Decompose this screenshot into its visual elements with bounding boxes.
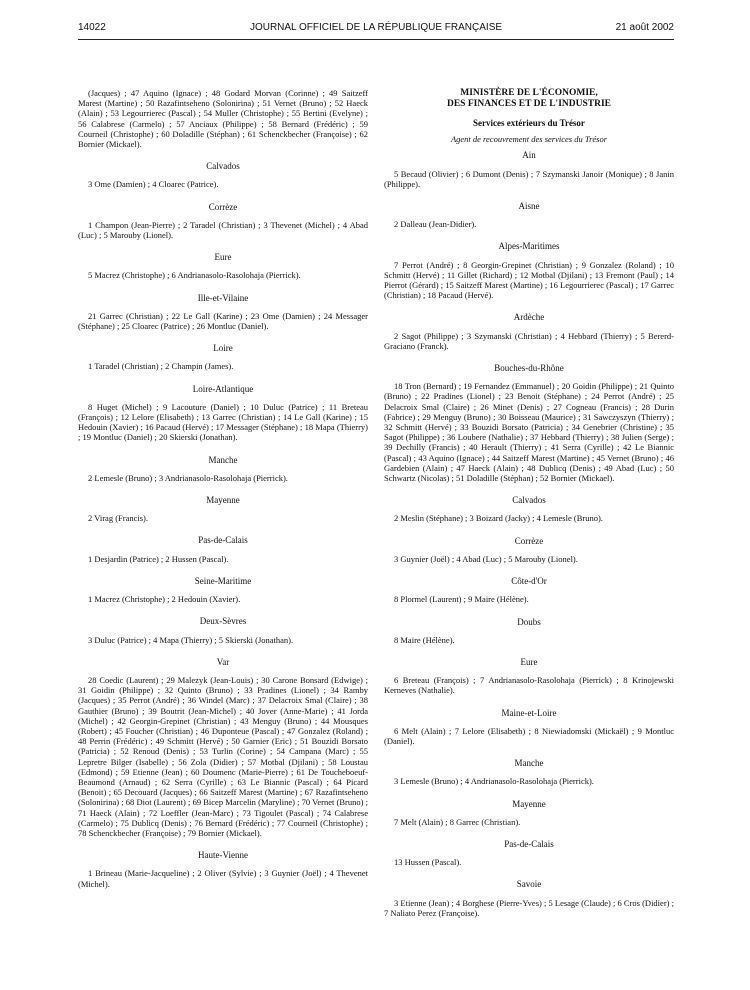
publication-date: 21 août 2002 [615, 22, 674, 33]
section-heading: Ille-et-Vilaine [197, 292, 249, 303]
section-text: 1 Taradel (Christian) ; 2 Champin (James). [88, 361, 234, 372]
section-text: 8 Plormel (Laurent) ; 9 Maire (Hélène). [394, 594, 529, 605]
section-heading: Manche [208, 454, 238, 465]
header-divider [78, 39, 674, 40]
section-heading: Côte-d'Or [511, 576, 547, 587]
section-text: 2 Lemesle (Bruno) ; 3 Andrianasolo-Rasolohaja (Pierrick). [88, 472, 288, 483]
section-heading: Var [216, 656, 230, 667]
section-text: 3 Etienne (Jean) ; 4 Borghese (Pierre-Yves) ; 5 Lesage (Claude) ; 6 Cros (Didier) ; 7 Naliato Perez (Françoise). [384, 897, 674, 918]
section-heading: Alpes-Maritimes [498, 241, 560, 252]
agent-title: Agent de recouvrement des services du Trésor [450, 134, 608, 145]
section-heading: Pas-de-Calais [198, 535, 248, 546]
section-heading: Ardèche [513, 312, 545, 323]
section-heading: Bouches-du-Rhône [494, 363, 564, 374]
section-text: 13 Hussen (Pascal). [394, 857, 462, 868]
section-heading: Deux-Sèvres [199, 616, 247, 627]
section-text: 6 Breteau (François) ; 7 Andrianasolo-Rasolohaja (Pierrick) ; 8 Krinojewski Kerneves (Nathalie). [384, 675, 674, 696]
section-heading: Maine-et-Loire [501, 707, 557, 718]
section-text: 8 Huget (Michel) ; 9 Lacouture (Daniel) ; 10 Duluc (Patrice) ; 11 Breteau (François) ; 12 Lelore (Elisabeth) ; 13 Garrec (Christian) ; 14 Le Gall (Karine) ; 15 Hedouin (Xavier) ; 16 Pacaud (Hervé) ; 17 Messager (Stéphane) ; 18 Mapa (Thierry) ; 19 Montluc (Daniel) ; 20 Skierski (Jonathan). [78, 401, 368, 443]
section-text: 18 Tron (Bernard) ; 19 Fernandez (Emmanuel) ; 20 Goidin (Philippe) ; 21 Quinto (Bruno) ; 22 Pradines (Lionel) ; 23 Benoit (Stéphane) ; 24 Perrot (André) ; 25 Delacroix Smal (Claire) ; 26 Minet (Denis) ; 27 Cogneau (Francis) ; 28 Durin (Fabrice) ; 29 Menguy (Bruno) ; 30 Boisseau (Maurice) ; 31 Sawczyszyn (Thierry) ; 32 Schmitt (Hervé) ; 33 Bouzidi Borsato (Patricia) ; 34 Genebrier (Christine) ; 35 Sagot (Philippe) ; 36 Loubere (Nathalie) ; 37 Hebbard (Thierry) ; 38 Julien (Serge) ; 39 Dechilly (Francis) ; 40 Herault (Thierry) ; 41 Serra (Cyrille) ; 42 Le Biannic (Pascal) ; 43 Aquino (Ignace) ; 44 Saitzeff Marest (Martine) ; 45 Vernet (Bruno) ; 46 Gardebien (Alain) ; 47 Haeck (Alain) ; 48 Dublicq (Denis) ; 49 Abad (Luc) ; 50 Schwartz (Nicolas) ; 51 Doladille (Stéphan) ; 52 Bornier (Mickael). [384, 381, 674, 484]
section-text: 2 Dalleau (Jean-Didier). [394, 219, 477, 230]
section-heading: Pas-de-Calais [504, 838, 554, 849]
section-text: 3 Guynier (Joël) ; 4 Abad (Luc) ; 5 Marouby (Lionel). [394, 553, 578, 564]
section-heading: Loire-Atlantique [192, 383, 254, 394]
section-heading: Eure [520, 656, 538, 667]
section-heading: Doubs [517, 616, 541, 627]
section-heading: Aisne [518, 201, 540, 212]
left-column [78, 88, 368, 889]
section-heading: Mayenne [206, 495, 240, 506]
section-heading: Calvados [512, 495, 546, 506]
section-heading: Haute-Vienne [198, 850, 248, 861]
section-heading: Corrèze [514, 535, 544, 546]
section-heading: Ain [522, 150, 536, 161]
journal-title: JOURNAL OFFICIEL DE LA RÉPUBLIQUE FRANÇAISE [249, 22, 503, 33]
ministry-line-1: MINISTÈRE DE L'ÉCONOMIE, [460, 88, 598, 98]
ministry-line-2: DES FINANCES ET DE L'INDUSTRIE [446, 99, 611, 109]
section-text: 5 Macrez (Christophe) ; 6 Andrianasolo-Rasolohaja (Pierrick). [88, 270, 301, 281]
section-heading: Mayenne [512, 798, 546, 809]
section-heading: Calvados [206, 161, 240, 172]
section-text: (Jacques) ; 47 Aquino (Ignace) ; 48 Godard Morvan (Corinne) ; 49 Saitzeff Marest (Martine) ; 50 Razafintseheno (Solonirina) ; 51 Vernet (Bruno) ; 52 Haeck (Alain) ; 53 Legourrierec (Pascal) ; 54 Muller (Christophe) ; 55 Bertini (Evelyne) ; 56 Calabrese (Carmelo) ; 57 Anciaux (Philippe) ; 58 Bernard (Frédéric) ; 59 Courneil (Christophe) ; 60 Doladille (Stéphan) ; 61 Schenckbecher (Françoise) ; 62 Bornier (Mickael). [78, 88, 368, 150]
services-title: Services extérieurs du Trésor [473, 118, 585, 128]
section-heading: Loire [213, 343, 233, 354]
section-text: 3 Duluc (Patrice) ; 4 Mapa (Thierry) ; 5 Skierski (Jonathan). [88, 634, 294, 645]
section-text: 7 Perrot (André) ; 8 Georgin-Grepinet (Christian) ; 9 Gonzalez (Roland) ; 10 Schmitt (Hervé) ; 11 Gillet (Richard) ; 12 Motbal (Djilani) ; 13 Fremont (Paul) ; 14 Pierrot (Gérard) ; 15 Saitzeff Marest (Martine) ; 16 Legourrierec (Pascal) ; 17 Garrec (Christian) ; 18 Pacaud (Hervé). [384, 259, 674, 301]
section-heading: Corrèze [208, 201, 238, 212]
page-header [78, 22, 674, 36]
section-heading: Savoie [516, 879, 542, 890]
section-text: 2 Virag (Francis). [88, 513, 148, 524]
section-text: 21 Garrec (Christian) ; 22 Le Gall (Karine) ; 23 Ome (Damien) ; 24 Messager (Stéphane) ; 25 Cloarec (Patrice) ; 26 Montluc (Daniel). [78, 310, 368, 332]
section-text: 6 Melt (Alain) ; 7 Lelore (Elisabeth) ; 8 Niewiadomski (Mickaël) ; 9 Montluc (Daniel). [384, 725, 674, 746]
page-number: 14022 [78, 22, 106, 33]
right-column [384, 88, 674, 918]
section-text: 2 Meslin (Stéphane) ; 3 Boizard (Jacky) ; 4 Lemesle (Bruno). [394, 513, 603, 524]
section-text: 1 Champon (Jean-Pierre) ; 2 Taradel (Christian) ; 3 Thevenet (Michel) ; 4 Abad (Luc) ; 5 Marouby (Lionel). [78, 219, 368, 241]
section-heading: Manche [514, 758, 544, 769]
section-text: 1 Macrez (Christophe) ; 2 Hedouin (Xavier). [88, 594, 241, 605]
ministry-title [384, 88, 674, 110]
section-text: 1 Desjardin (Patrice) ; 2 Hussen (Pascal). [88, 553, 229, 564]
section-text: 3 Lemesle (Bruno) ; 4 Andrianasolo-Rasolohaja (Pierrick). [394, 776, 594, 787]
section-text: 7 Melt (Alain) ; 8 Garrec (Christian). [394, 816, 521, 827]
section-text: 3 Ome (Damien) ; 4 Cloarec (Patrice). [88, 179, 219, 190]
section-text: 8 Maire (Hélène). [394, 634, 455, 645]
section-text: 1 Brineau (Marie-Jacqueline) ; 2 Oliver (Sylvie) ; 3 Guynier (Joël) ; 4 Thevenet (Michel). [78, 868, 368, 889]
section-heading: Seine-Maritime [194, 575, 252, 586]
section-text: 5 Becaud (Olivier) ; 6 Dumont (Denis) ; 7 Szymanski Janoir (Monique) ; 8 Janin (Philippe). [384, 168, 674, 189]
section-text: 2 Sagot (Philippe) ; 3 Szymanski (Christian) ; 4 Hebbard (Thierry) ; 5 Bererd-Graciano (Franck). [384, 330, 674, 351]
section-text: 28 Coedic (Laurent) ; 29 Malezyk (Jean-Louis) ; 30 Carone Bonsard (Edwige) ; 31 Goidin (Philippe) ; 32 Quinto (Bruno) ; 33 Pradines (Lionel) ; 34 Ramby (Jacques) ; 35 Perrot (André) ; 36 Windel (Marc) ; 37 Delacroix Smal (Claire) ; 38 Gauthier (Bruno) ; 39 Boutrit (Jean-Michel) ; 40 Jover (Anne-Marie) ; 41 Jorda (Michel) ; 42 Georgin-Grepinet (Christian) ; 43 Menguy (Bruno) ; 44 Mousques (Robert) ; 45 Foucher (Christian) ; 46 Duponteue (Pascal) ; 47 Gonzalez (Roland) ; 48 Perrin (Frédéric) ; 49 Schmitt (Hervé) ; 50 Garnier (Eric) ; 51 Bouzidi Borsato (Patricia) ; 52 Renoud (Denis) ; 53 Turlin (Corine) ; 54 Campana (Marc) ; 55 Lepretre Bilger (Isabelle) ; 56 Zola (Didier) ; 57 Motbal (Djilani) ; 58 Loustau (Edmond) ; 59 Etienne (Jean) ; 60 Doumenc (Marie-Pierre) ; 61 De Toucheboeuf-Beaumond (Arnaud) ; 62 Serra (Cyrille) ; 63 Le Biannic (Pascal) ; 64 Picard (Benoit) ; 65 Decouard (Jacques) ; 66 Saitzeff Marest (Martine) ; 67 Razafintseheno (Solonirina) ; 68 Diot (Laurent) ; 69 Bicep Marcelin (Maryline) ; 70 Vernet (Bruno) ; 71 Haeck (Alain) ; 72 Loeffler (Jean-Marc) ; 73 Tigoulet (Pascal) ; 74 Calabrese (Carmelo) ; 75 Dublicq (Denis) ; 76 Bernard (Frédéric) ; 77 Courneil (Christophe) ; 78 Schenckbecher (Françoise) ; 79 Bornier (Mickael). [78, 674, 368, 838]
section-heading: Eure [214, 252, 232, 263]
